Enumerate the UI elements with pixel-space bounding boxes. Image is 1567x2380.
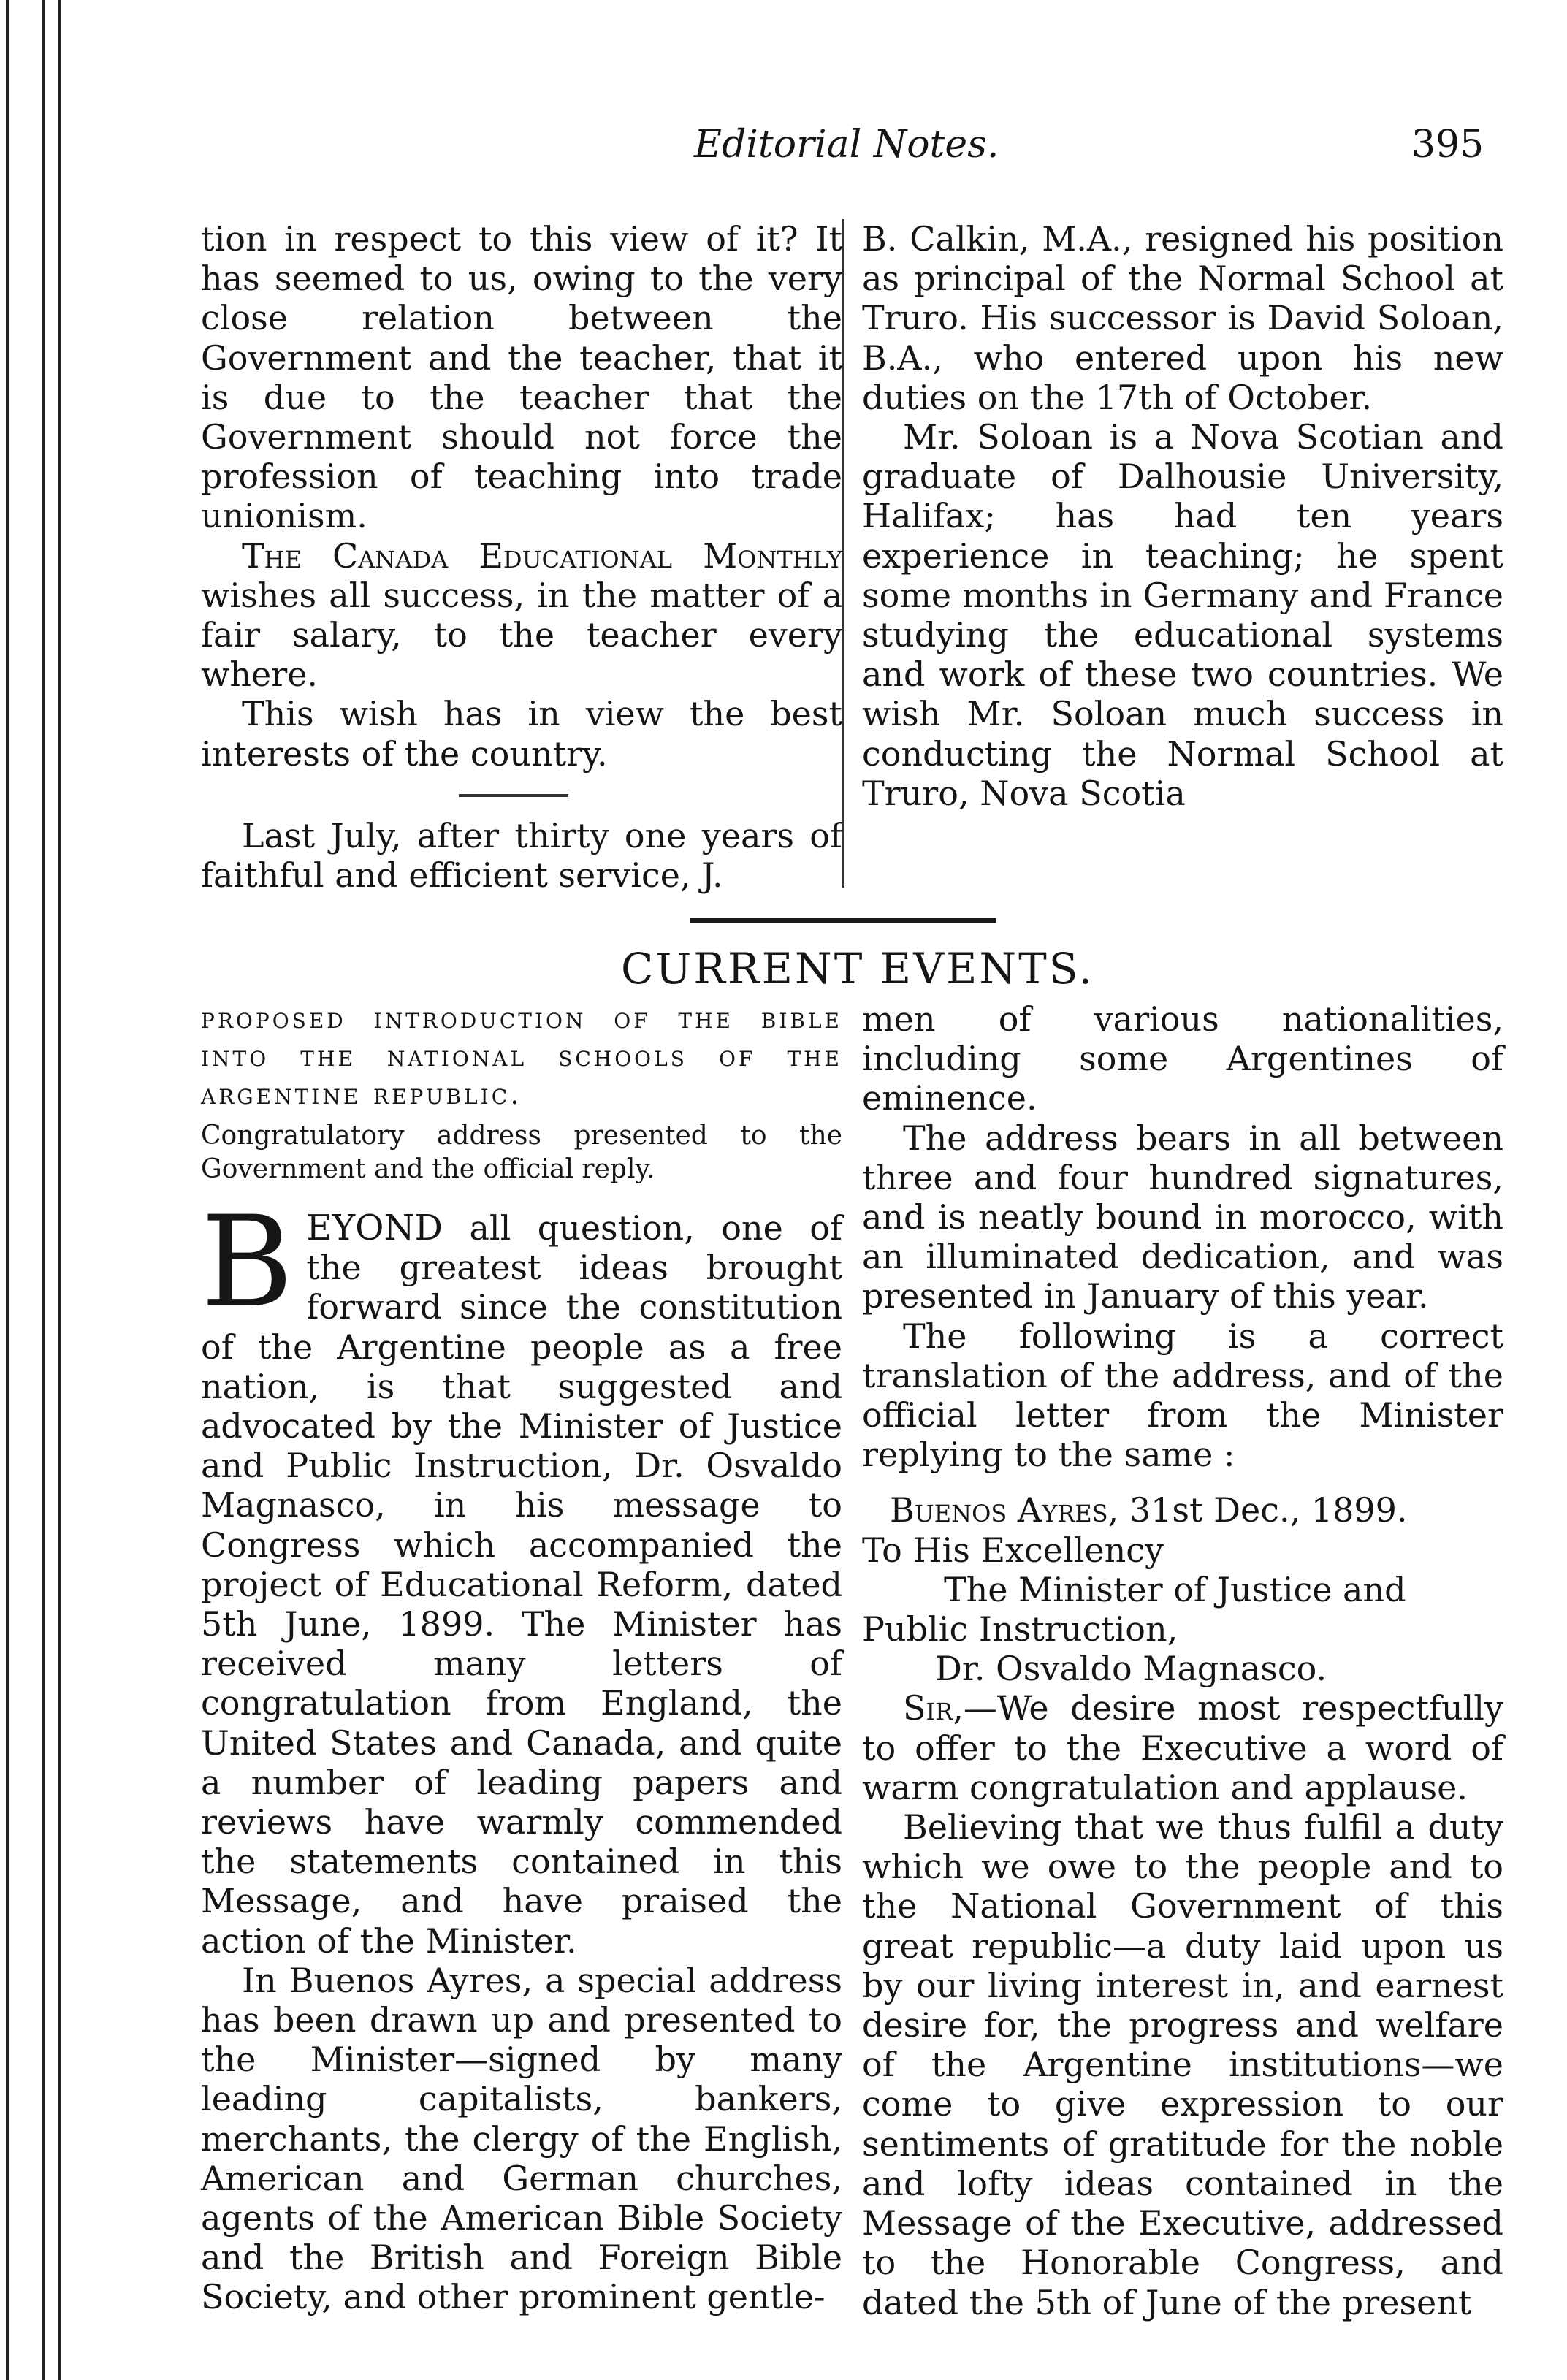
binding-edge-3 xyxy=(58,0,61,2380)
letter-paragraph: Sir,—We desire most respectfully to offer to the Executive a word of warm congratulation and applause. xyxy=(862,1688,1503,1807)
letter-address-line: The Minister of Justice and xyxy=(944,1569,1406,1609)
editorial-right-column xyxy=(862,219,1503,813)
article-paragraph: men of various nationalities, including some Argentines of eminence. xyxy=(862,999,1503,1118)
article-subnote: Congratulatory address presented to the Government and the official reply. xyxy=(201,1121,842,1184)
section-break-rule xyxy=(690,918,996,923)
current-events-right-column xyxy=(862,999,1503,2322)
letter-address-line: To His Excellency xyxy=(862,1530,1164,1570)
drop-cap: B xyxy=(201,1189,294,1335)
article-paragraph: The following is a correct translation of the address, and of the official letter from the Minister replying to the same : xyxy=(862,1316,1503,1475)
letter-address-line: Dr. Osvaldo Magnasco. xyxy=(935,1649,1327,1689)
editorial-paragraph: This wish has in view the best interests of the country. xyxy=(201,694,842,774)
running-header-title: Editorial Notes. xyxy=(694,123,999,167)
current-events-left-column xyxy=(201,999,842,2317)
editorial-paragraph: Last July, after thirty one years of faithful and efficient service, J. xyxy=(201,815,842,896)
editorial-paragraph: The Canada Educational Monthly wishes all success, in the matter of a fair salary, to the teacher every where. xyxy=(201,535,842,695)
binding-edge-1 xyxy=(6,0,9,2380)
letter-paragraph: Believing that we thus fulfil a duty which we owe to the people and to the National Government of this great republic—a duty laid upon us by our living interest in, and earnest desire for, the progress and welfare of the Argentine institutions—we come to give expression to our sentiments of gratitude for the noble and lofty ideas contained in the Message of the Executive, addressed to the Honorable Congress, and dated the 5th of June of the present xyxy=(862,1807,1503,2322)
editorial-paragraph: Mr. Soloan is a Nova Scotian and graduate of Dalhousie University, Halifax; has had ten years experience in teaching; he spent some months in Germany and France studying the educational systems and work of these two countries. We wish Mr. Soloan much success in conducting the Normal School at Truro, Nova Scotia xyxy=(862,417,1503,813)
column-rule xyxy=(842,219,844,888)
editorial-paragraph: tion in respect to this view of it? It has seemed to us, owing to the very close relation between the Government and the teacher, that it is due to the teacher that the Government should not force the profession of teaching into trade unionism. xyxy=(201,219,842,536)
page-number: 395 xyxy=(1411,123,1484,167)
section-title: CURRENT EVENTS. xyxy=(621,944,1094,993)
section-divider-short xyxy=(459,794,568,797)
letter-dateline: Buenos Ayres, 31st Dec., 1899. xyxy=(890,1490,1408,1530)
article-paragraph: The address bears in all between three and four hundred signatures, and is neatly bound in morocco, with an illuminated dedication, and was presented in January of this year. xyxy=(862,1118,1503,1316)
binding-edge-2 xyxy=(42,0,45,2380)
letter-address-line: Public Instruction, xyxy=(862,1609,1178,1649)
salutation: Sir, xyxy=(903,1688,964,1728)
lead-paragraph: BEYOND all question, one of the greatest ideas brought forward since the constitution of the Argentine people as a free nation, is that suggested and advocated by the Minister of Justice and Public Instruction, Dr. Osvaldo Magnasco, in his message to Congress which accompanied the project of Educational Reform, dated 5th June, 1899. The Minister has received many letters of congratulation from England, the United States and Canada, and quite a number of leading papers and reviews have warmly commended the statements contained in this Message, and have praised the action of the Minister. xyxy=(201,1189,842,1961)
lead-smallcaps: EYOND xyxy=(306,1208,443,1248)
article-subhead: proposed introduction of the bible into the national schools of the argentine republic. xyxy=(201,1002,842,1111)
article-paragraph: In Buenos Ayres, a special address has been drawn up and presented to the Minister—signed by many leading capitalists, bankers, merchants, the clergy of the English, American and German churches, agents of the American Bible Society and the British and Foreign Bible Society, and other prominent gentle- xyxy=(201,1960,842,2317)
publication-name: The Canada Educational Monthly xyxy=(242,535,842,576)
editorial-paragraph: B. Calkin, M.A., resigned his position as principal of the Normal School at Truro. His successor is David Soloan, B.A., who entered upon his new duties on the 17th of October. xyxy=(862,219,1503,417)
